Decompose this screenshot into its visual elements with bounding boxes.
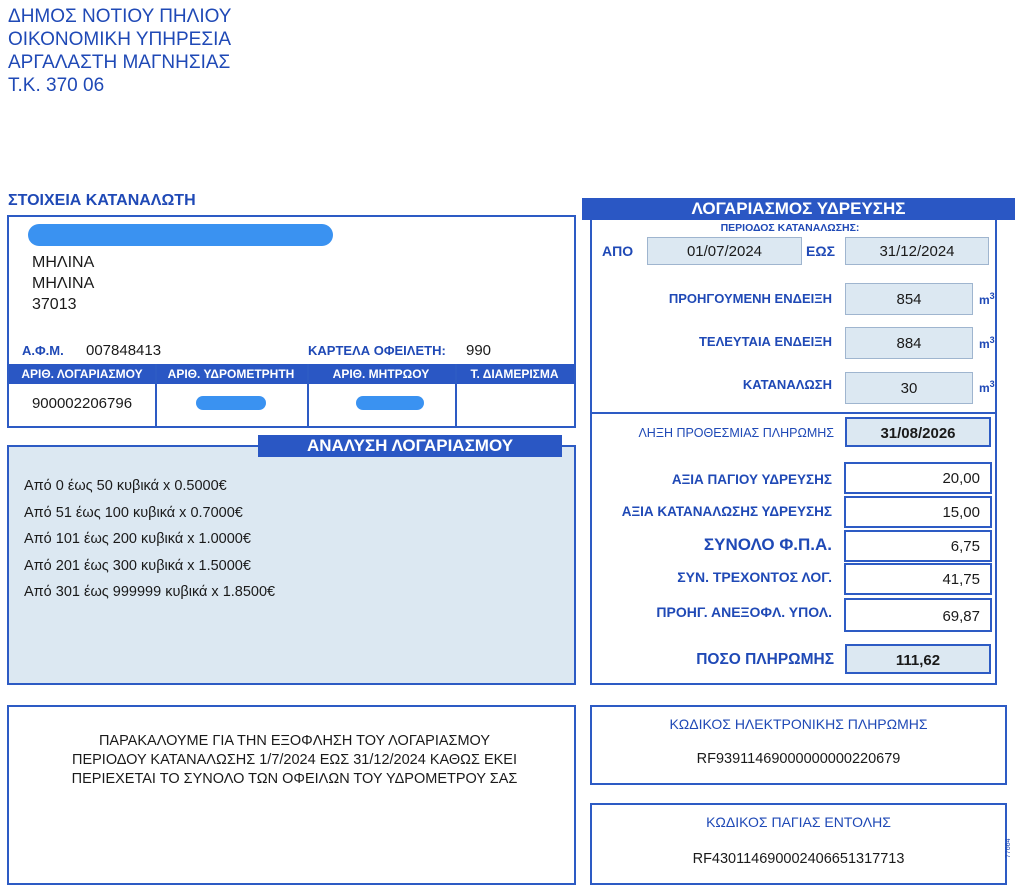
table-header-registry: ΑΡΙΘ. ΜΗΤΡΩΟΥ: [332, 367, 430, 381]
tier-2: Από 51 έως 100 κυβικά x 0.7000€: [24, 504, 243, 521]
deadline-value: 31/08/2026: [845, 417, 991, 447]
epayment-code: RF93911469000000000220679: [696, 751, 901, 767]
bill-title: ΛΟΓΑΡΙΑΣΜΟΣ ΥΔΡΕΥΣΗΣ: [582, 198, 1015, 220]
deadline-separator: [590, 412, 997, 414]
table-header-account: ΑΡΙΘ. ΛΟΓΑΡΙΑΣΜΟΥ: [21, 367, 143, 381]
tier-3: Από 101 έως 200 κυβικά x 1.0000€: [24, 531, 251, 547]
prev-reading-value: 854: [845, 283, 973, 315]
period-label: ΠΕΡΙΟΔΟΣ ΚΑΤΑΝΑΛΩΣΗΣ:: [720, 222, 860, 234]
prev-reading-label: ΠΡΟΗΓΟΥΜΕΝΗ ΕΝΔΕΙΞΗ: [668, 291, 832, 306]
notice-line3: ΠΕΡΙΕΧΕΤΑΙ ΤΟ ΣΥΝΟΛΟ ΤΩΝ ΟΦΕΙΛΩΝ ΤΟΥ ΥΔΡΟΜΕΤΡΟΥ ΣΑΣ: [71, 771, 518, 787]
afm-label: Α.Φ.Μ.: [22, 343, 64, 358]
consumer-title: ΣΤΟΙΧΕΙΑ ΚΑΤΑΝΑΛΩΤΗ: [8, 192, 196, 209]
current-total-value: 41,75: [844, 563, 992, 595]
consumer-address-line2: ΜΗΛΙΝΑ: [32, 275, 95, 292]
issuer-municipality: ΔΗΜΟΣ ΝΟΤΙΟΥ ΠΗΛΙΟΥ: [8, 6, 232, 27]
consumer-postcode: 37013: [32, 296, 77, 313]
current-total-label: ΣΥΝ. ΤΡΕΧΟΝΤΟΣ ΛΟΓ.: [677, 569, 832, 585]
total-amount-label: ΠΟΣΟ ΠΛΗΡΩΜΗΣ: [696, 651, 834, 668]
notice-line1: ΠΑΡΑΚΑΛΟΥΜΕ ΓΙΑ ΤΗΝ ΕΞΟΦΛΗΣΗ ΤΟΥ ΛΟΓΑΡΙΑΣΜΟΥ: [98, 733, 491, 749]
from-date-field: 01/07/2024: [647, 237, 802, 265]
consumer-address-line1: ΜΗΛΙΝΑ: [32, 254, 95, 271]
vat-value: 6,75: [844, 530, 992, 562]
consumption-unit: [979, 379, 995, 395]
analysis-title: ΑΝΑΛΥΣΗ ΛΟΓΑΡΙΑΣΜΟΥ: [258, 435, 562, 457]
notice-line2: ΠΕΡΙΟΔΟΥ ΚΑΤΑΝΑΛΩΣΗΣ 1/7/2024 ΕΩΣ 31/12/2024 ΚΑΘΩΣ ΕΚΕΙ: [71, 752, 518, 768]
to-date-field: 31/12/2024: [845, 237, 989, 265]
form-code: 77664: [1005, 838, 1012, 858]
last-reading-unit: [979, 335, 995, 351]
table-divider-2: [307, 364, 309, 426]
total-amount-value: 111,62: [845, 644, 991, 674]
afm-value: 007848413: [86, 342, 162, 359]
table-header-district: Τ. ΔΙΑΜΕΡΙΣΜΑ: [470, 367, 559, 381]
issuer-block: [8, 5, 231, 97]
redaction-meter: [196, 396, 266, 410]
unit-sup: 3: [989, 379, 995, 389]
standing-order-title: ΚΩΔΙΚΟΣ ΠΑΓΙΑΣ ΕΝΤΟΛΗΣ: [706, 814, 891, 830]
card-label: ΚΑΡΤΕΛΑ ΟΦΕΙΛΕΤΗ:: [308, 343, 446, 358]
fixed-charge-value: 20,00: [844, 462, 992, 494]
deadline-label: ΛΗΞΗ ΠΡΟΘΕΣΜΙΑΣ ΠΛΗΡΩΜΗΣ: [638, 426, 834, 440]
analysis-tiers: [24, 473, 275, 606]
issuer-location: ΑΡΓΑΛΑΣΤΗ ΜΑΓΝΗΣΙΑΣ: [8, 52, 231, 73]
usage-charge-value: 15,00: [844, 496, 992, 528]
standing-order-code: RF430114690002406651317713: [692, 851, 905, 867]
from-label: ΑΠΟ: [602, 243, 634, 259]
fixed-charge-label: ΑΞΙΑ ΠΑΓΙΟΥ ΥΔΡΕΥΣΗΣ: [671, 472, 832, 487]
consumer-address: [32, 252, 94, 315]
issuer-department: ΟΙΚΟΝΟΜΙΚΗ ΥΠΗΡΕΣΙΑ: [8, 29, 232, 50]
tier-5: Από 301 έως 999999 κυβικά x 1.8500€: [24, 584, 276, 600]
vat-label: ΣΥΝΟΛΟ Φ.Π.Α.: [703, 535, 832, 554]
unit-m: m: [979, 293, 990, 307]
previous-balance-label: ΠΡΟΗΓ. ΑΝΕΞΟΦΛ. ΥΠΟΛ.: [656, 604, 832, 620]
card-value: 990: [466, 342, 492, 359]
unit-sup: 3: [989, 291, 995, 301]
tier-1: Από 0 έως 50 κυβικά x 0.5000€: [24, 478, 227, 494]
table-divider-1: [155, 364, 157, 426]
unit-sup: 3: [989, 335, 995, 345]
tier-4: Από 201 έως 300 κυβικά x 1.5000€: [24, 557, 251, 574]
table-header-meter: ΑΡΙΘ. ΥΔΡΟΜΕΤΡΗΤΗ: [167, 367, 295, 381]
unit-m: m: [979, 381, 990, 395]
consumption-label: ΚΑΤΑΝΑΛΩΣΗ: [742, 377, 832, 392]
issuer-postcode: Τ.Κ. 370 06: [8, 75, 105, 96]
usage-charge-label: ΑΞΙΑ ΚΑΤΑΝΑΛΩΣΗΣ ΥΔΡΕΥΣΗΣ: [621, 504, 832, 519]
account-number: 900002206796: [31, 395, 133, 412]
consumption-value: 30: [845, 372, 973, 404]
redaction-name: [28, 224, 333, 246]
previous-balance-value: 69,87: [844, 598, 992, 632]
epayment-title: ΚΩΔΙΚΟΣ ΗΛΕΚΤΡΟΝΙΚΗΣ ΠΛΗΡΩΜΗΣ: [669, 716, 928, 732]
prev-reading-unit: [979, 291, 995, 307]
notice-text: [22, 732, 567, 789]
to-label: ΕΩΣ: [806, 243, 835, 259]
last-reading-label: ΤΕΛΕΥΤΑΙΑ ΕΝΔΕΙΞΗ: [698, 334, 832, 349]
table-divider-3: [455, 364, 457, 426]
unit-m: m: [979, 337, 990, 351]
redaction-registry: [356, 396, 424, 410]
last-reading-value: 884: [845, 327, 973, 359]
